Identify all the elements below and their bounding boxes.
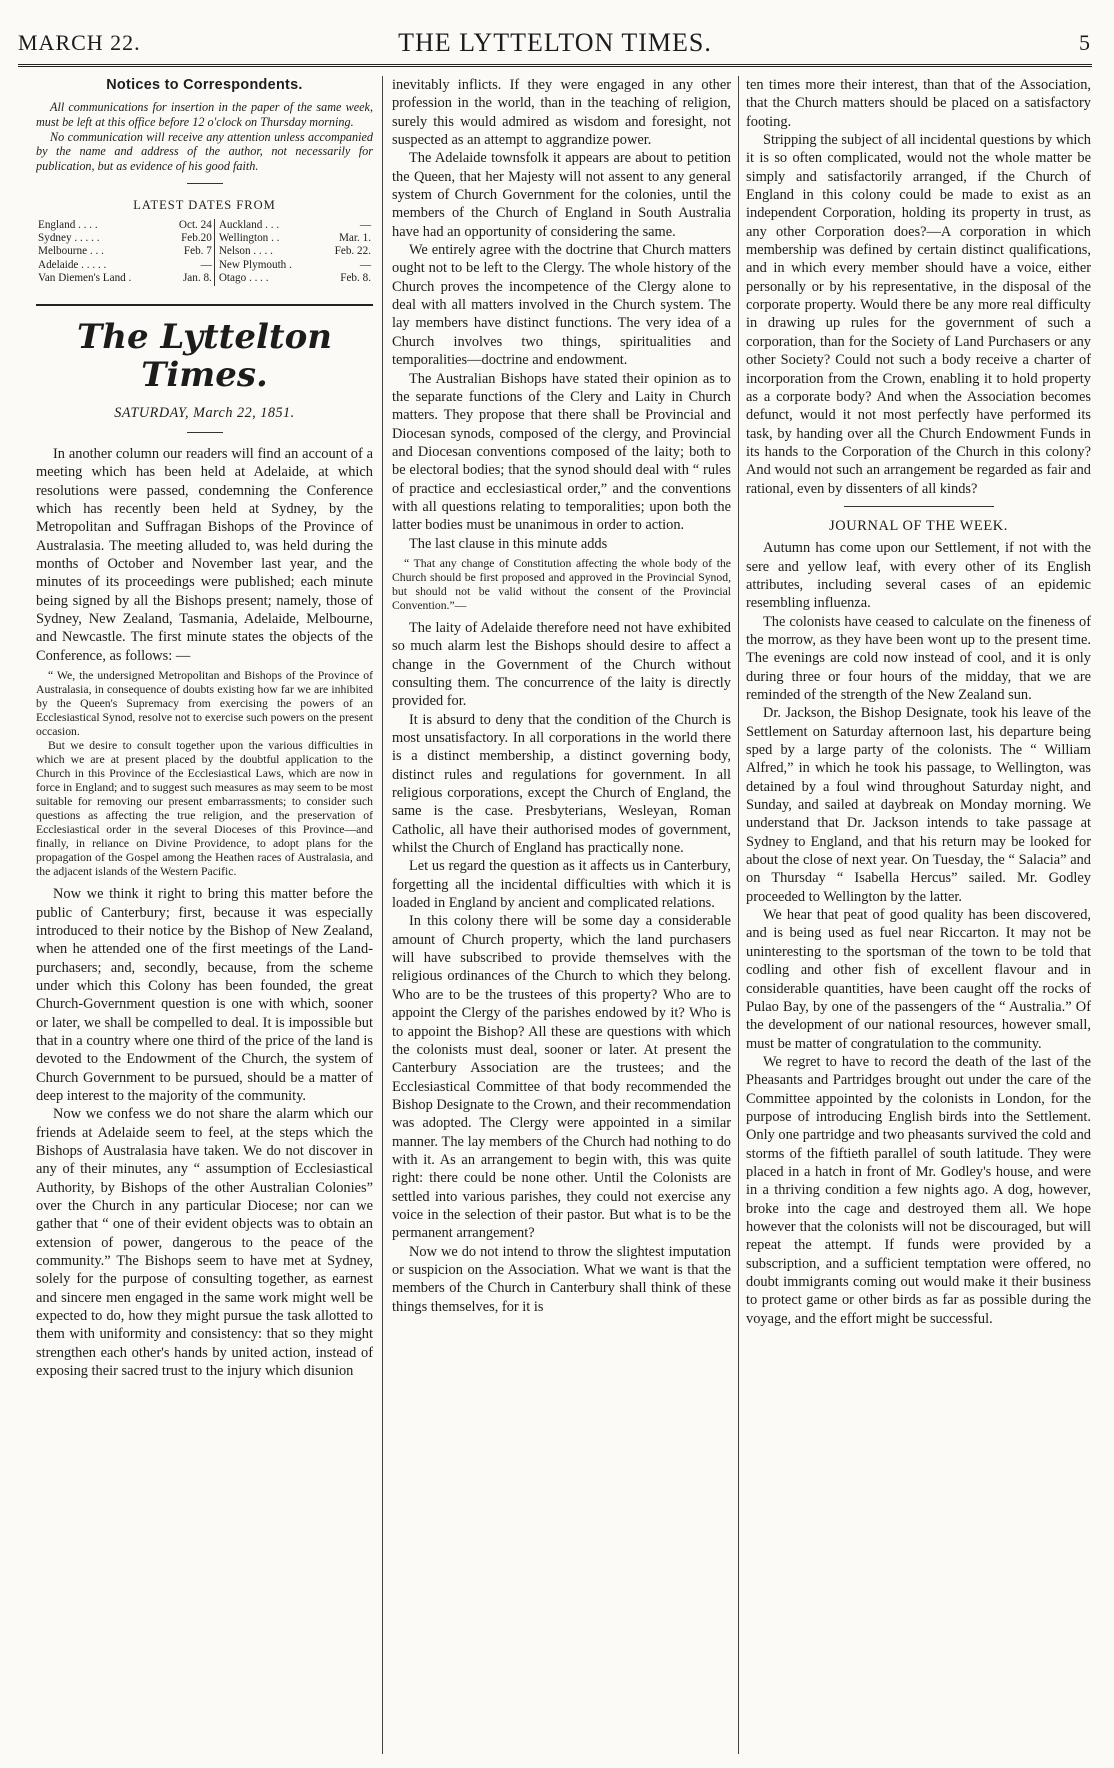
article-paragraph: The Australian Bishops have stated their opinion as to the separate functions of the Clery and Laity in Church matters. They propose that there shall be Provincial and Diocesan synods, composed of the clergy, and Provincial and Diocesan conventions composed of the laity; both to be electoral bodies; that the synod should deal with “ rules of practice and ecclesiastical order,” and the conventions with all questions relating to temporalities; upon both the latter bodies must be unanimous in order to action. bbox=[392, 370, 731, 534]
article-paragraph: The colonists have ceased to calculate on the fineness of the morrow, as they have been wont up to the present time. The evenings are cold now instead of cool, and it is only during three or four hours of the midday, that we are reminded of the strength of the New Zealand sun. bbox=[746, 613, 1091, 703]
table-row bbox=[36, 245, 373, 258]
article-paragraph: The Adelaide townsfolk it appears are about to petition the Queen, that her Majesty will not assent to any general system of Church Government for the colonies, until the members of the Church of England in South Australia have had an opportunity of considering the same. bbox=[392, 150, 731, 240]
place: Nelson . . . . bbox=[214, 245, 319, 258]
place: Adelaide . . . . . bbox=[38, 258, 107, 271]
column-divider bbox=[382, 76, 383, 1754]
page-number: 5 bbox=[1079, 30, 1090, 55]
place: Sydney . . . . . bbox=[38, 232, 100, 245]
masthead bbox=[18, 24, 1092, 67]
article-paragraph: Stripping the subject of all incidental questions by which it is so often complicated, would not the whole matter be simply and satisfactorily arranged, if the Church of England in this colony could be made to exist as an independent Corporation, holding its property in trust, as any other Corporation does?—A corporation in which membership was defined by certain distinct qualifications, and in which every member should have a voice, either personally or by his representative, in the disposal of the corporate property. Would there be any more real difficulty in drawing up rules for the government of such a corporation, than for the Society of Land Purchasers or any other Society? Could not such a body receive a charter of incorporation from the Crown, enabling it to hold property as a corporate body? And when the Association becomes defunct, would it not most perfectly have performed its task, by handing over all the Church Endowment Funds in its hands to the Corporation of the Church in this colony? And would not such an arrangement be regarded as fair and rational, even by dissenters of all kinds? bbox=[746, 132, 1091, 497]
place: England . . . . bbox=[38, 218, 98, 231]
article-paragraph: Dr. Jackson, the Bishop Designate, took his leave of the Settlement on Saturday afternoon last, his departure being sped by a large party of the colonists. The “ William Alfred,” in which he took his passage, to Wellington, was detained by a foul wind throughout Saturday night, and Sunday, and sailed at daybreak on Monday morning. We understand that Dr. Jackson intends to take passage at Sydney to England, and that his return may be looked for about the close of next year. On Tuesday, the “ Salacia” and on Thursday “ Isabella Hercus” sailed. Mr. Godley proceeded to Wellington by the latter. bbox=[746, 705, 1091, 905]
paper-dateline: SATURDAY, March 22, 1851. bbox=[114, 404, 295, 421]
notices-body bbox=[36, 100, 373, 173]
column-1 bbox=[36, 76, 373, 1756]
latest-dates-table bbox=[36, 219, 373, 286]
article-paragraph: It is absurd to deny that the condition of the Church is most unsatisfactory. In all corporations in the world there is a distinct membership, a distinct governing body, distinct rules and regulations for government. In all religious corporations, except the Church of England, the same is the case. Presbyterians, Wesleyan, Roman Catholic, all have their authorised modes of government, whilst the Church of England has practically none. bbox=[392, 711, 731, 857]
article-paragraph: We regret to have to record the death of the last of the Pheasants and Partridges brought out under the care of the Committee appointed by the colonists in London, for the purpose of introducing English birds into the Settlement. Only one partridge and two pheasants survived the cold and storms of the fiftieth parallel of south latitude. They were placed in a hatch in front of Mr. Godley's house, and were in a thriving condition a few nights ago. A dog, however, broke into the cage and destroyed them all. We hope however that the colonists will not be discouraged, but will repeat the attempt. If funds were provided by a subscription, and a sufficient temptation were offered, no doubt immigrants coming out would make it their business to protect game or other birds as far as possible during the voyage, and the effort might be successful. bbox=[746, 1053, 1091, 1327]
block-quote bbox=[36, 669, 373, 879]
date: Oct. 24 bbox=[178, 218, 212, 231]
block-quote bbox=[392, 557, 731, 613]
newspaper-title: THE LYTTELTON TIMES. bbox=[398, 28, 712, 57]
article-paragraph: Now we confess we do not share the alarm which our friends at Adelaide seem to feel, at the steps which the Bishops of Australasia have taken. We do not discover in any of their minutes, any “ assumption of Ecclesiastical Authority, by Bishops of the other Australian Colonies” over the Church in any particular Diocese; nor can we gather that “ one of their evident objects was to obtain an extension of power, dangerous to the peace of the community.” The Bishops seem to have met at Sydney, solely for the purpose of consulting together, as earnest and sincere men engaged in the same work might well be expected to do, how they might pursue the task allotted to them with uniformity and consistency: that so they might strengthen each other's hands by united action, instead of exposing their sacred trust to the injury which disunion bbox=[36, 1106, 373, 1380]
date: Feb. 8. bbox=[340, 272, 371, 285]
place: Otago . . . . bbox=[214, 272, 319, 285]
article-paragraph: In this colony there will be some day a considerable amount of Church property, which the land purchasers will have subscribed to provide themselves with the religious ordinances of the Church to which they belong. Who are to be the trustees of this property? Who are to appoint the Clergy of the parishes endowed by it? Who is to appoint the Bishop? All these are questions with which the colonists must deal, sooner or later. At present the Canterbury Association are the trustees; and the Ecclesiastical Committee of that body recommended the Bishop Designate to the Crown, and their recommendation was adopted. The Clergy were appointed in a similar manner. The lay members of the Church had nothing to do with it. As an arrangement to begin with, this was quite right: there could be none other. Until the Colonists are settled into various parishes, they could not exercise any voice in the selection of their pastor. But what is to be the permanent arrangement? bbox=[392, 913, 731, 1242]
notices-heading: Notices to Correspondents. bbox=[106, 77, 303, 93]
date: Jan. 8. bbox=[182, 272, 212, 285]
quote-paragraph: “ We, the undersigned Metropolitan and Bishops of the Province of Australasia, in consequence of doubts existing how far we are inhibited by the Queen's Supremacy from exercising the powers of an Ecclesiastical Synod, resolve not to exercise such powers on the present occasion. bbox=[36, 669, 373, 739]
article-paragraph: We hear that peat of good quality has been discovered, and is being used as fuel near Riccarton. It may not be uninteresting to the sportsman of the town to be told that codling and other fish of excellent flavour and in considerable quantities, have been caught off the rocks of Pulao Bay, by one of the passengers of the “ Australia.” Of the development of our national resources, however small, must be matter of congratulation to the community. bbox=[746, 907, 1091, 1052]
date: Mar. 1. bbox=[338, 232, 371, 245]
latest-dates-heading: LATEST DATES FROM bbox=[133, 198, 276, 213]
article-paragraph: inevitably inflicts. If they were engaged in any other profession in the world, than in the teaching of religion, surely this would admired as wisdom and foresight, not suspected as an attempt to aggrandize power. bbox=[392, 77, 731, 149]
date: — bbox=[200, 258, 212, 271]
article-paragraph: ten times more their interest, than that of the Association, that the Church matters should be placed on a satisfactory footing. bbox=[746, 77, 1091, 130]
quote-paragraph: But we desire to consult together upon the various difficulties in which we are at present placed by the doubtful application to the Church in this Province of the Ecclesiastical Laws, which are now in force in England; and to suggest such measures as may seem to be most suitable for removing our present embarrassments; to consider such questions as affecting the true religion, and the preservation of Ecclesiastical order in the several Dioceses of this Province—and finally, in reliance on Divine Providence, to adopt plans for the propagation of the Gospel among the Heathen races of Australasia, and the adjacent islands of the Western Pacific. bbox=[36, 739, 373, 879]
place: New Plymouth . bbox=[214, 259, 319, 272]
quote-paragraph: “ That any change of Constitution affecting the whole body of the Church should be first proposed and approved in the Provincial Synod, but should not be valid without the consent of the Provincial Convention.”— bbox=[392, 556, 731, 612]
article-paragraph: The last clause in this minute adds bbox=[409, 535, 608, 552]
place: Melbourne . . . bbox=[38, 245, 104, 258]
journal-heading: JOURNAL OF THE WEEK. bbox=[829, 517, 1008, 534]
column-divider bbox=[738, 76, 739, 1754]
section-rule bbox=[187, 432, 223, 433]
place: Wellington . . bbox=[214, 232, 319, 245]
place: Auckland . . . bbox=[214, 219, 319, 232]
article-paragraph: Let us regard the question as it affects us in Canterbury, forgetting all the incidental difficulties with which it is loaded in England by ancient and complicated relations. bbox=[392, 858, 731, 912]
section-rule bbox=[187, 183, 223, 184]
article-paragraph: The laity of Adelaide therefore need not have exhibited so much alarm lest the Bishops should desire to affect a change in the Government of the Church without consulting them. The concurrence of the laity is directly provided for. bbox=[392, 619, 731, 710]
table-row bbox=[36, 232, 373, 245]
place: Van Diemen's Land . bbox=[38, 272, 132, 285]
article-paragraph: Autumn has come upon our Settlement, if not with the sere and yellow leaf, with every other of its English attributes, including several cases of an epidemic resembling influenza. bbox=[746, 540, 1091, 612]
section-rule bbox=[844, 506, 994, 507]
notice-paragraph: No communication will receive any attention unless accompanied by the name and address of the author, not necessarily for publication, but as evidence of his good faith. bbox=[36, 129, 373, 173]
article-paragraph: Now we do not intend to throw the slightest imputation or suspicion on the Association. What we want is that the members of the Church in Canterbury shall think of these things themselves, for it is bbox=[392, 1243, 731, 1315]
article-paragraph: We entirely agree with the doctrine that Church matters ought not to be left to the Clergy. The whole history of the Church proves the incompetence of the Clergy alone to deal with all matters involved in the Church system. The lay members have distinct functions. The very idea of a Church involves two things, spiritualities and temporalities—doctrine and endowment. bbox=[392, 242, 731, 369]
article-paragraph: In another column our readers will find an account of a meeting which has been held at Adelaide, at which resolutions were passed, condemning the Conference which has recently been held at Sydney, by the Metropolitan and Suffragan Bishops of the Province of Australasia. The meeting alluded to, was held during the months of October and November last year, and the minutes of its proceedings were published; each minute being signed by all the Bishops present; namely, those of Sydney, New Zealand, Tasmania, Adelaide, Melbourne, and Newcastle. The first minute states the objects of the Conference, as follows: — bbox=[36, 446, 373, 664]
date: — bbox=[359, 258, 371, 271]
column-2 bbox=[392, 76, 731, 1756]
date: Feb. 7 bbox=[183, 245, 212, 258]
article-paragraph: Now we think it right to bring this matter before the public of Canterbury; first, because it was especially introduced to their notice by the Bishop of New Zealand, when he attended one of the first meetings of the Land-purchasers; and, secondly, because, from the scheme under which this Colony has been founded, the great Church-Government question is one with which, sooner or later, we shall be compelled to deal. It is impossible but that in a country where one third of the price of the land is devoted to the Endowment of the Church, the system of Church Government to be pursued, should be a matter of deep interest to the majority of the community. bbox=[36, 886, 373, 1104]
paper-nameplate: The Lyttelton Times. bbox=[36, 304, 373, 394]
date: Feb.20 bbox=[181, 232, 212, 245]
table-row bbox=[36, 259, 373, 272]
column-3 bbox=[746, 76, 1091, 1756]
issue-date: MARCH 22. bbox=[18, 30, 141, 55]
table-row bbox=[36, 272, 373, 285]
date: — bbox=[359, 218, 371, 231]
notice-paragraph: All communications for insertion in the paper of the same week, must be left at this office before 12 o'clock on Thursday morning. bbox=[36, 100, 373, 129]
date: Feb. 22. bbox=[334, 245, 371, 258]
table-row bbox=[36, 219, 373, 232]
